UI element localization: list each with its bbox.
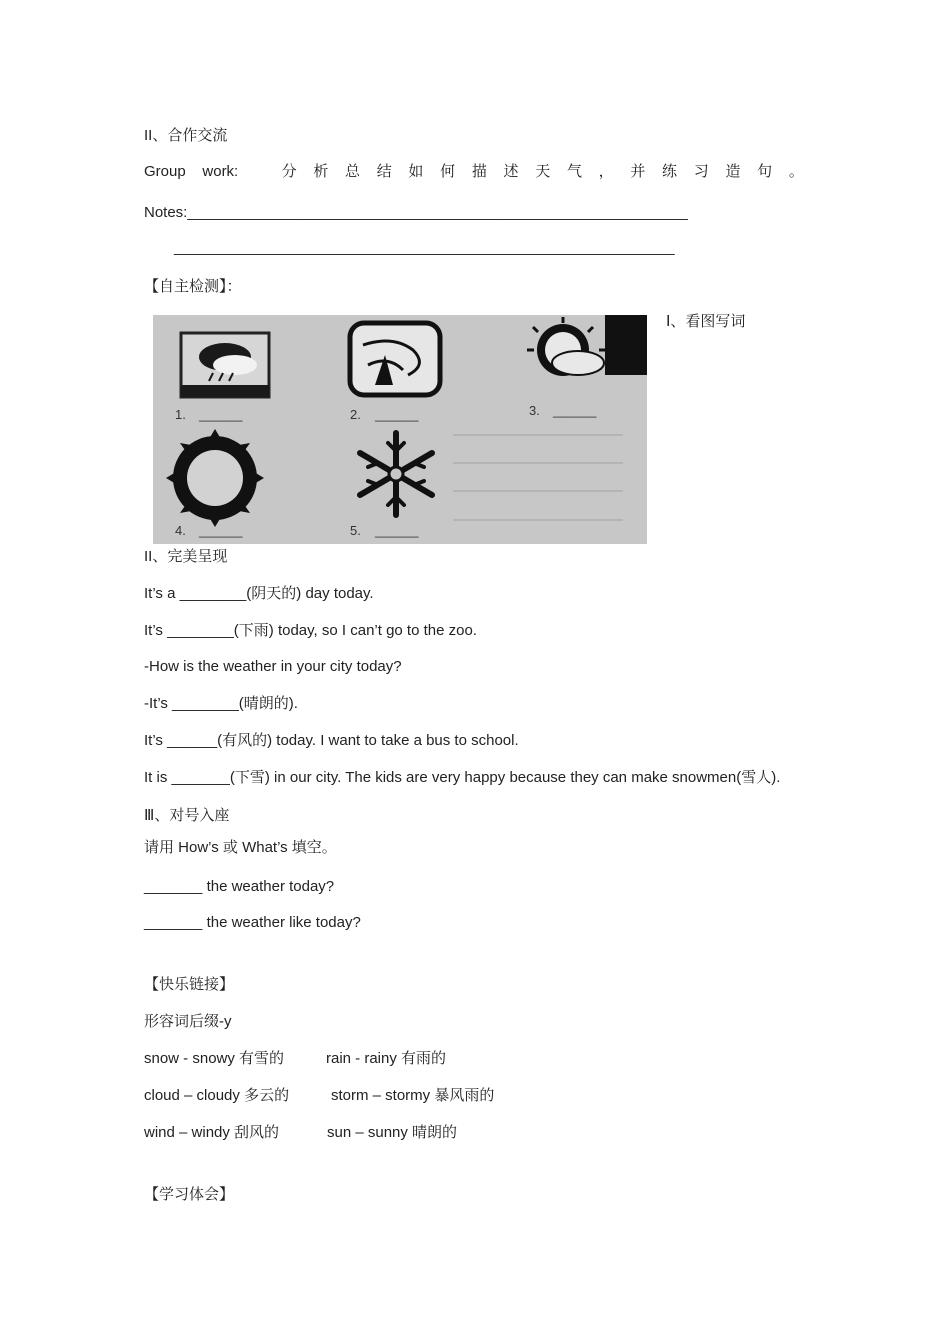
sentence-5: It’s ______(有风的) today. I want to take a bus to school. [144, 732, 519, 749]
match-question-1: _______ the weather today? [144, 878, 335, 895]
weather-picture [153, 315, 647, 544]
cloudy-icon [181, 333, 269, 397]
windy-icon [350, 323, 440, 395]
sentence-6: It is _______(下雪) in our city. The kids are very happy because they can make snowmen(雪人). [144, 769, 781, 786]
group-work-char: 如 [408, 163, 424, 180]
suffix-row-3-right: sun – sunny 晴朗的 [327, 1124, 458, 1141]
match-instruction: 请用 How’s 或 What’s 填空。 [144, 839, 337, 856]
group-work-char: 述 [503, 163, 519, 180]
section-heading-perfect: II、完美呈现 [144, 548, 228, 565]
group-work-char: 气 [566, 163, 582, 180]
sentence-2: It’s ________(下雨) today, so I can’t go to the zoo. [144, 622, 477, 639]
suffix-row-1-right: rain - rainy 有雨的 [326, 1050, 447, 1067]
group-work-char: 练 [662, 163, 678, 180]
section-heading-match: Ⅲ、对号入座 [144, 807, 230, 824]
group-work-char: 总 [345, 163, 361, 180]
suffix-row-1-left: snow - snowy 有雪的 [144, 1050, 285, 1067]
group-work-char: 造 [725, 163, 741, 180]
picture-blank-5[interactable]: ______ [375, 523, 419, 538]
sentence-3: -How is the weather in your city today? [144, 658, 402, 675]
section-heading-reflection: 【学习体会】 [144, 1186, 235, 1203]
sentence-4: -It’s ________(晴朗的). [144, 695, 298, 712]
picture-blank-4[interactable]: ______ [199, 523, 243, 538]
picture-task-label: Ⅰ、看图写词 [666, 313, 746, 330]
notes-line-2[interactable] [174, 238, 675, 258]
group-work-char: 天 [535, 163, 551, 180]
group-work-label-2: work: [202, 163, 239, 180]
group-work-char: ， [598, 163, 614, 180]
picture-blank-2[interactable]: ______ [375, 407, 419, 422]
sentence-1: It’s a ________(阴天的) day today. [144, 585, 374, 602]
notes-blank-2[interactable]: ____________________________________________________________ [174, 239, 675, 256]
group-work-line [144, 162, 804, 182]
notes-line [144, 203, 688, 223]
picture-number-2: 2. [350, 407, 361, 422]
group-work-char: 析 [313, 163, 329, 180]
suffix-row-3-left: wind – windy 刮风的 [144, 1124, 280, 1141]
group-work-char: 何 [440, 163, 456, 180]
picture-number-1: 1. [175, 407, 186, 422]
match-question-2: _______ the weather like today? [144, 914, 361, 931]
group-work-char: 描 [471, 163, 487, 180]
weather-picture-svg [153, 315, 647, 544]
group-work-char: 习 [693, 163, 709, 180]
suffix-subheading: 形容词后缀-y [144, 1013, 232, 1030]
sun-icon [166, 429, 264, 527]
notes-blank[interactable]: ____________________________________________________________ [187, 204, 688, 221]
notes-label: Notes: [144, 204, 188, 221]
group-work-char: 结 [376, 163, 392, 180]
picture-blank-3[interactable]: ______ [553, 403, 597, 418]
section-heading-link: 【快乐链接】 [144, 976, 235, 993]
group-work-char: 句 [757, 163, 773, 180]
picture-blank-1[interactable]: ______ [199, 407, 243, 422]
suffix-row-2-right: storm – stormy 暴风雨的 [331, 1087, 495, 1104]
group-work-label: Group [144, 163, 186, 180]
picture-number-3: 3. [529, 403, 540, 418]
section-heading-cooperation: II、合作交流 [144, 127, 228, 144]
suffix-row-2-left: cloud – cloudy 多云的 [144, 1087, 290, 1104]
picture-number-5: 5. [350, 523, 361, 538]
group-work-char: 。 [788, 163, 804, 180]
group-work-char: 分 [281, 163, 297, 180]
self-check-heading: 【自主检测】： [144, 278, 242, 295]
picture-number-4: 4. [175, 523, 186, 538]
group-work-char: 并 [630, 163, 646, 180]
